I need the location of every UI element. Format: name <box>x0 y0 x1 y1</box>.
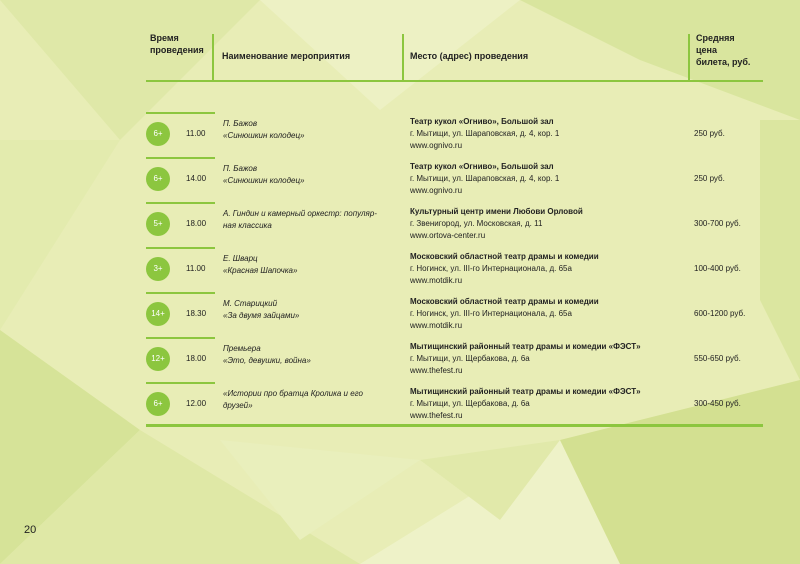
event-time: 18.00 <box>186 219 207 228</box>
event-title: А. Гиндин и камерный оркестр: популяр- ная классика <box>223 209 377 230</box>
venue-name: Мытищинский районный театр драмы и комедии «ФЭСТ» <box>410 342 641 351</box>
venue-website[interactable]: www.ognivo.ru <box>410 186 463 195</box>
table-row <box>146 158 763 203</box>
venue-website[interactable]: www.motdik.ru <box>410 321 463 330</box>
venue-name: Московский областной театр драмы и комедии <box>410 252 599 261</box>
header-time: Время проведения <box>150 33 204 55</box>
header-separator <box>212 34 214 80</box>
venue-website[interactable]: www.motdik.ru <box>410 276 463 285</box>
venue-name: Культурный центр имени Любови Орловой <box>410 207 583 216</box>
event-title: П. Бажов «Синюшкин колодец» <box>223 164 305 185</box>
ticket-price: 250 руб. <box>694 129 725 138</box>
venue-info <box>410 296 690 332</box>
venue-address: г. Мытищи, ул. Щербакова, д. 6а <box>410 354 530 363</box>
event-time: 11.00 <box>186 129 206 138</box>
venue-name: Театр кукол «Огниво», Большой зал <box>410 162 554 171</box>
table-row <box>146 248 763 293</box>
table-row <box>146 293 763 338</box>
venue-address: г. Звенигород, ул. Московская, д. 11 <box>410 219 543 228</box>
event-time: 14.00 <box>186 174 207 183</box>
event-title: П. Бажов «Синюшкин колодец» <box>223 119 305 140</box>
venue-website[interactable]: www.ognivo.ru <box>410 141 463 150</box>
event-title: Премьера «Это, девушки, война» <box>223 344 311 365</box>
age-rating-badge: 14+ <box>146 302 170 326</box>
event-time: 18.00 <box>186 354 207 363</box>
venue-website[interactable]: www.thefest.ru <box>410 366 463 375</box>
event-time: 12.00 <box>186 399 207 408</box>
venue-address: г. Мытищи, ул. Шараповская, д. 4, кор. 1 <box>410 129 560 138</box>
venue-website[interactable]: www.thefest.ru <box>410 411 463 420</box>
venue-address: г. Ногинск, ул. III-го Интернационала, д. 65а <box>410 309 572 318</box>
venue-website[interactable]: www.ortova-center.ru <box>410 231 486 240</box>
venue-name: Московский областной театр драмы и комедии <box>410 297 599 306</box>
event-time: 11.00 <box>186 264 206 273</box>
table-bottom-rule <box>146 424 763 427</box>
age-rating-badge: 6+ <box>146 167 170 191</box>
header-separator <box>402 34 404 80</box>
age-rating-badge: 6+ <box>146 392 170 416</box>
event-title: «Истории про братца Кролика и его друзей» <box>223 389 363 410</box>
table-row <box>146 203 763 248</box>
event-time: 18.30 <box>186 309 207 318</box>
ticket-price: 300-700 руб. <box>694 219 741 228</box>
header-separator <box>688 34 690 80</box>
venue-address: г. Ногинск, ул. III-го Интернационала, д. 65а <box>410 264 572 273</box>
ticket-price: 300-450 руб. <box>694 399 741 408</box>
header-event-name: Наименование мероприятия <box>222 51 351 61</box>
venue-info <box>410 116 690 152</box>
venue-info <box>410 341 690 377</box>
ticket-price: 550-650 руб. <box>694 354 741 363</box>
header-venue: Место (адрес) проведения <box>410 51 529 61</box>
age-rating-badge: 5+ <box>146 212 170 236</box>
header-rule <box>146 80 763 82</box>
ticket-price: 100-400 руб. <box>694 264 741 273</box>
venue-info <box>410 386 690 422</box>
header-price: Средняя цена билета, руб. <box>696 33 751 67</box>
age-rating-badge: 12+ <box>146 347 170 371</box>
venue-address: г. Мытищи, ул. Шараповская, д. 4, кор. 1 <box>410 174 560 183</box>
table-row <box>146 383 763 428</box>
venue-address: г. Мытищи, ул. Щербакова, д. 6а <box>410 399 530 408</box>
event-title: Е. Шварц «Красная Шапочка» <box>223 254 298 275</box>
venue-name: Мытищинский районный театр драмы и комедии «ФЭСТ» <box>410 387 641 396</box>
table-row <box>146 113 763 158</box>
venue-name: Театр кукол «Огниво», Большой зал <box>410 117 554 126</box>
page-number: 20 <box>24 524 37 536</box>
age-rating-badge: 6+ <box>146 122 170 146</box>
table-row <box>146 338 763 383</box>
venue-info <box>410 206 690 242</box>
venue-info <box>410 251 690 287</box>
ticket-price: 250 руб. <box>694 174 725 183</box>
event-title: М. Старицкий «За двумя зайцами» <box>223 299 300 320</box>
ticket-price: 600-1200 руб. <box>694 309 746 318</box>
age-rating-badge: 3+ <box>146 257 170 281</box>
venue-info <box>410 161 690 197</box>
